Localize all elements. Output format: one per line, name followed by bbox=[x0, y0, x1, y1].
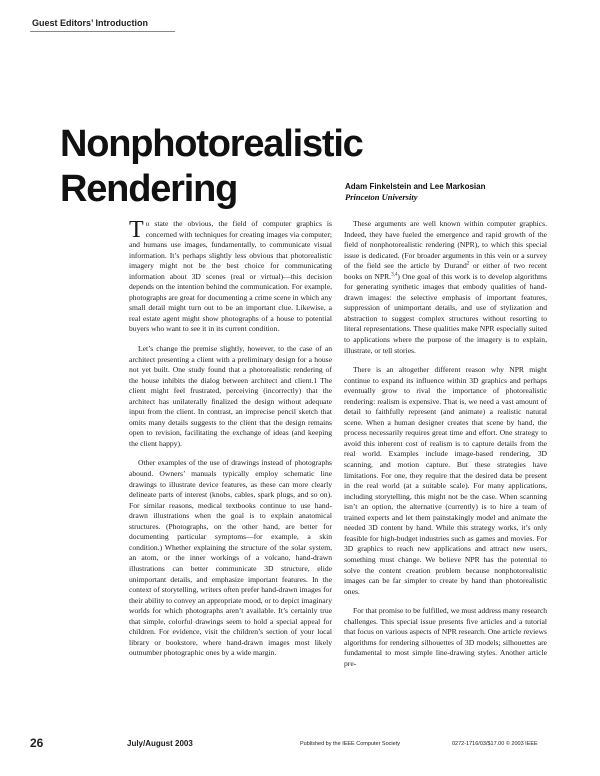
paragraph-2: Let’s change the premise slightly, however, to the case of an architect presenting a client with a preliminary design for a house not yet built. One study found that a photorealistic rendering of the house inhibits the dialog between architect and client.1 The client might feel frustrated, perceiving (incorrectly) that the architect has unilaterally finalized the design without adequate input from the client. In contrast, an imprecise pencil sketch that omits many details suggests to the client that the design remains open to revision, facilitating the exchange of ideas (and keeping the client happy). bbox=[129, 344, 332, 448]
publisher-line: Published by the IEEE Computer Society bbox=[300, 741, 400, 747]
paragraph-4 bbox=[344, 219, 547, 356]
paragraph-4-text-c: ) One goal of this work is to develop algorithms for generating synthetic images that embody qualities of hand-drawn images: the selective emphasis of important features, suppression of unimportant details, and use of stylization and abstraction to suggest complex structures without resorting to literal representations. These qualities make NPR especially suited to applications where the purpose of the imagery is to explain, illustrate, or tell stories. bbox=[344, 271, 547, 355]
citation-2: 2 bbox=[466, 261, 470, 267]
page-number: 26 bbox=[30, 736, 44, 750]
paragraph-5: There is an altogether different reason why NPR might continue to expand its influence within 3D graphics and perhaps eventually grow to rival the importance of photorealistic rendering: realism is expensive. That is, we need a vast amount of detail to faithfully represent (and animate) a realistic natural scene. When a human designer creates that scene by hand, the process necessarily requires great time and effort. One strategy to avoid this inherent cost of realism is to capture details from the real world. Examples include image-based rendering, 3D scanning, and motion capture. But these strategies have limitations. For one, they require that the desired data be present in the real world (at a suitable scale). For many applications, including storytelling, this might not be the case. When scanning isn’t an option, the alternative (currently) is to hire a team of trained experts and let them painstakingly model and animate the needed 3D content by hand. While this strategy works, it’s only feasible for high-budget industries such as games and movies. For 3D graphics to reach new applications and attract new users, something must change. We believe NPR has the potential to solve the content creation problem because nonphotorealistic images can be far simpler to create by hand than photorealistic ones. bbox=[344, 365, 547, 596]
issue-date: July/August 2003 bbox=[127, 739, 193, 748]
citation-3-4: 3,4 bbox=[391, 272, 398, 278]
section-header: Guest Editors’ Introduction bbox=[32, 18, 149, 28]
drop-cap: T bbox=[129, 217, 144, 243]
title-line-2: Rendering bbox=[60, 168, 238, 210]
authors: Adam Finkelstein and Lee Markosian bbox=[345, 182, 486, 191]
paragraph-1-text: o state the obvious, the field of computer graphics is concerned with techniques for creating images via computer; and humans use images, fundamentally, to communicate visual information. It’s perhaps slightly less obvious that photorealistic imagery might not be the best choice for communicating information about 3D scenes (real or virtual)—this decision depends on the intention behind the communication. For example, photographs are great for documenting a crime scene in which any small detail might turn out to be an important clue. Likewise, a real estate agent might show photographs of a house to potential buyers who want to see it in its current condition. bbox=[129, 219, 332, 334]
paragraph-6: For that promise to be fulfilled, we must address many research challenges. This special issue presents five articles and a tutorial that focus on various aspects of NPR research. One article reviews algorithms for rendering silhouettes of 3D models; silhouettes are fundamental to most simple line-drawing styles. Another article pre- bbox=[344, 606, 547, 668]
affiliation: Princeton University bbox=[345, 192, 418, 202]
column-right bbox=[344, 219, 547, 669]
paragraph-3: Other examples of the use of drawings instead of photographs abound. Owners’ manuals typically employ schematic line drawings to illustrate device features, as these can more clearly delineate parts of interest (knobs, cables, spark plugs, and so on). For similar reasons, medical textbooks continue to use hand-drawn illustrations when the goal is to explain anatomical structures. (Photographs, on the other hand, are better for documenting particular symptoms—for example, a skin condition.) Whether explaining the structure of the solar system, an atom, or the inner workings of a volcano, hand-drawn illustrations can better communicate 3D structure, elide unimportant details, and emphasize important features. In the context of storytelling, writers often prefer hand-drawn images for their ability to convey an appropriate mood, or to depict imaginary worlds for which photographs aren’t available. It’s certainly true that simple, colorful drawings seem to hold a special appeal for children. For evidence, visit the children’s section of your local library or bookstore, where hand-drawn images most likely outnumber photographic ones by a wide margin. bbox=[129, 458, 332, 658]
byline bbox=[345, 181, 485, 203]
title-line-1: Nonphotorealistic bbox=[60, 123, 363, 165]
copyright-code: 0272-1716/03/$17.00 © 2003 IEEE bbox=[452, 741, 538, 747]
column-left bbox=[129, 219, 332, 659]
paragraph-1 bbox=[129, 219, 332, 335]
header-divider bbox=[30, 31, 175, 32]
article-title bbox=[60, 122, 363, 212]
paragraph-4-text-b: or either of two recent books on NPR. bbox=[344, 261, 547, 281]
paragraph-4-text-a: These arguments are well known within computer graphics. Indeed, they have fueled the emergence and rapid growth of the field of nonphotorealistic rendering (NPR), to which this special issue is dedicated. (For broader arguments in this vein or a survey of the field see the article by Durand bbox=[344, 219, 547, 271]
